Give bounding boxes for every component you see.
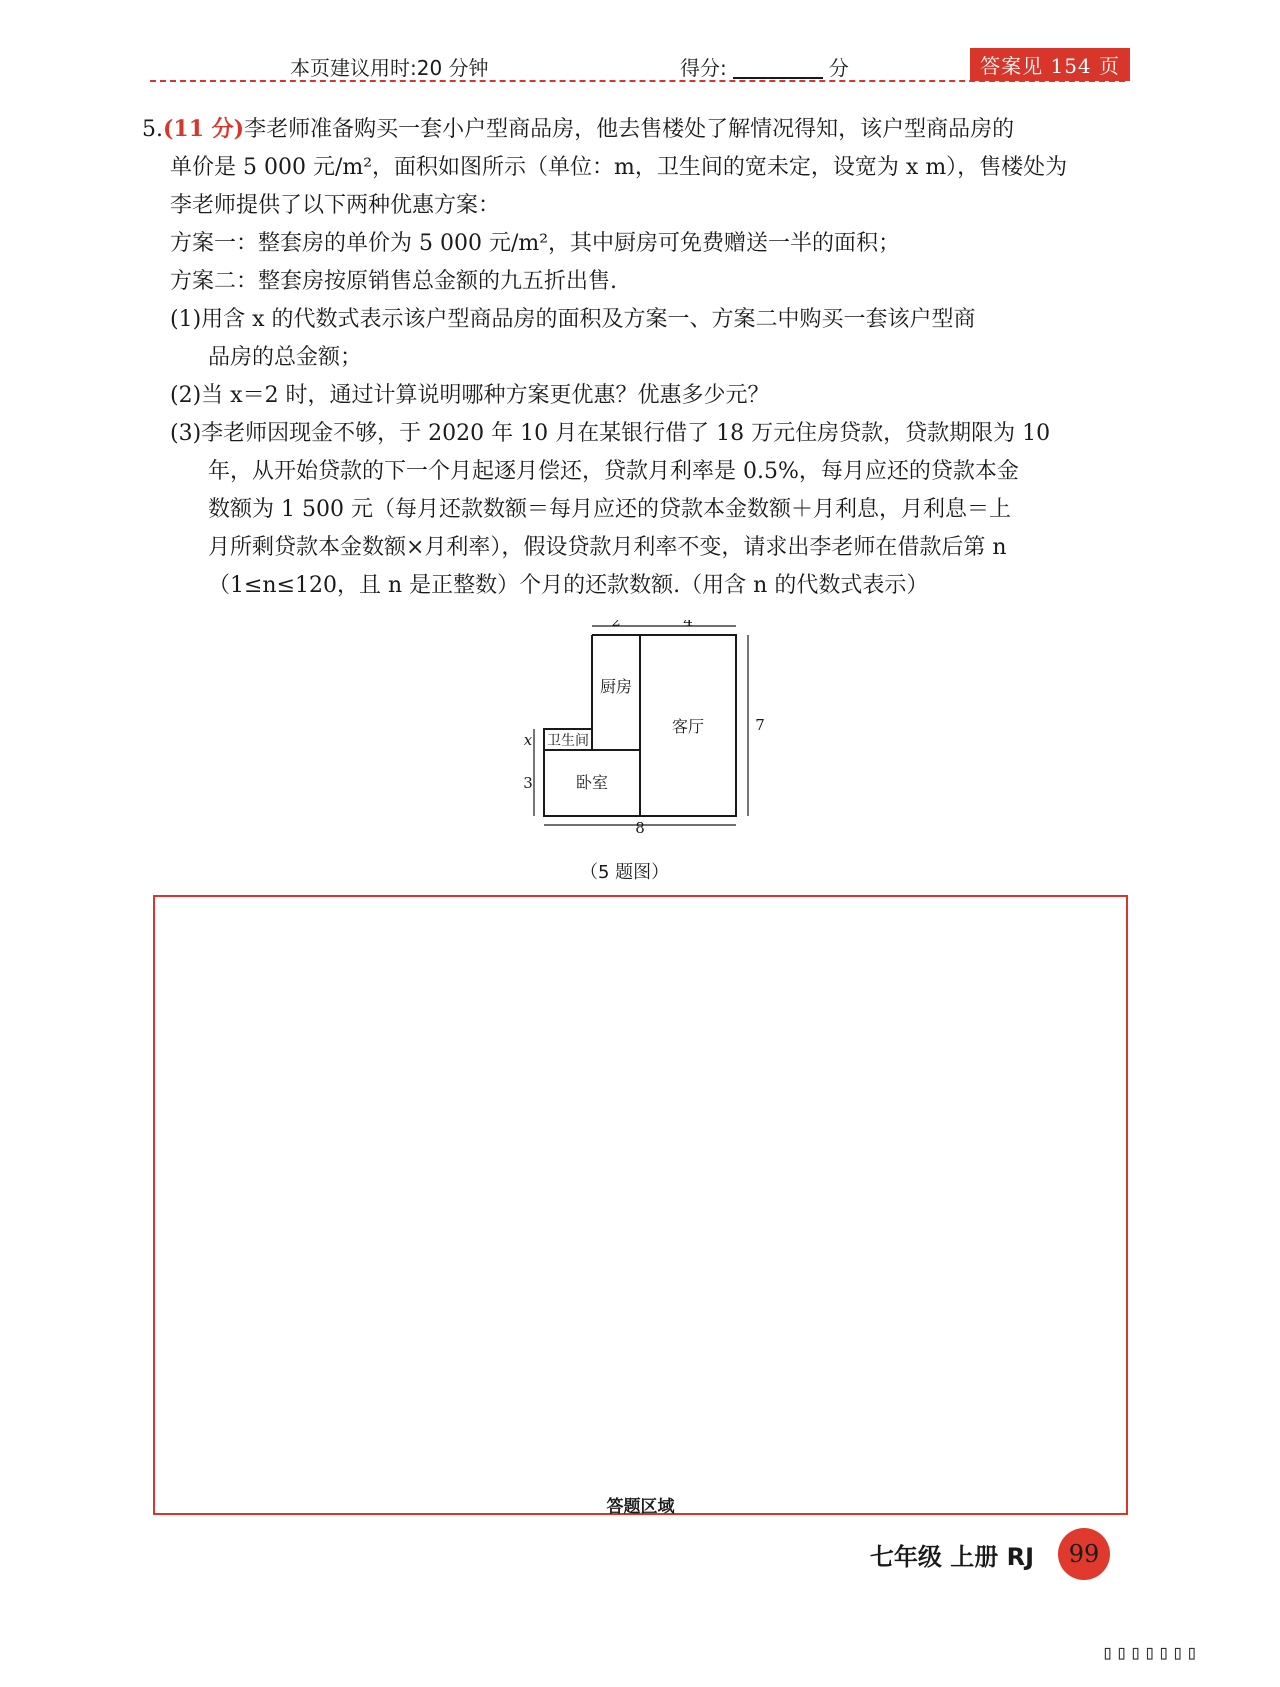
subquestion-1-line-1: (1)用含 x 的代数式表示该户型商品房的面积及方案一、方案二中购买一套该户型商 [170, 307, 976, 332]
score-unit: 分 [828, 56, 849, 80]
page-header [150, 48, 1130, 82]
question-points: (11 分) [163, 116, 245, 142]
score-blank [733, 77, 823, 79]
time-hint: 本页建议用时:20 分钟 [290, 56, 489, 80]
subquestion-3-line-2: 年，从开始贷款的下一个月起逐月偿还，贷款月利率是 0.5%，每月应还的贷款本金 [208, 459, 1019, 484]
bottom-marks: ▯▯▯▯▯▯▯ [1101, 1640, 1200, 1664]
floor-plan-figure [520, 620, 780, 835]
room-bathroom: 卫生间 [547, 733, 589, 749]
room-living: 客厅 [671, 717, 705, 736]
question-5 [142, 110, 1127, 605]
subquestion-3-line-1: (3)李老师因现金不够，于 2020 年 10 月在某银行借了 18 万元住房贷款，贷款期限为 10 [170, 421, 1051, 446]
header-divider [150, 80, 1125, 82]
subquestion-3-line-5: （1≤n≤120，且 n 是正整数）个月的还款数额.（用含 n 的代数式表示） [208, 573, 929, 598]
floor-plan-diagram [520, 620, 780, 835]
subquestion-3-line-4: 月所剩贷款本金数额×月利率），假设贷款月利率不变，请求出李老师在借款后第 n [208, 535, 1007, 560]
question-intro-line-2: 单价是 5 000 元/m²，面积如图所示（单位：m，卫生间的宽未定，设宽为 x m），售楼处为 [170, 155, 1068, 180]
dim-label-4: 4 [683, 620, 693, 630]
subquestion-3-line-3: 数额为 1 500 元（每月还款数额＝每月应还的贷款本金数额＋月利息，月利息＝上 [208, 497, 1011, 522]
subquestion-1-line-2: 品房的总金额； [208, 345, 363, 370]
question-number: 5. [142, 117, 163, 142]
dim-label-x: x [523, 731, 533, 749]
page-number-badge: 99 [1058, 1528, 1110, 1580]
dim-label-8: 8 [635, 819, 645, 835]
grade-label: 七年级 上册 RJ [869, 1542, 1034, 1571]
score-label: 得分: [680, 56, 727, 80]
figure-caption: （5 题图） [580, 862, 670, 883]
dim-label-7: 7 [755, 716, 765, 734]
score-field [680, 52, 849, 81]
dim-label-3: 3 [523, 774, 533, 792]
answer-area[interactable] [153, 895, 1128, 1515]
question-intro-line-1 [142, 110, 1127, 149]
room-kitchen: 厨房 [599, 677, 633, 696]
answer-reference-badge: 答案见 154 页 [970, 48, 1130, 81]
subquestion-2: (2)当 x＝2 时，通过计算说明哪种方案更优惠？优惠多少元？ [170, 383, 770, 408]
intro-text-1: 李老师准备购买一套小户型商品房，他去售楼处了解情况得知，该户型商品房的 [244, 117, 1015, 142]
plan-2: 方案二：整套房按原销售总金额的九五折出售. [170, 269, 617, 294]
page-footer [870, 1528, 1110, 1580]
plan-1: 方案一：整套房的单价为 5 000 元/m²，其中厨房可免费赠送一半的面积； [170, 231, 901, 256]
question-intro-line-3: 李老师提供了以下两种优惠方案： [170, 193, 501, 218]
dim-label-2: 2 [611, 620, 621, 630]
room-bedroom: 卧室 [575, 773, 609, 792]
answer-area-label: 答题区域 [606, 1497, 675, 1517]
